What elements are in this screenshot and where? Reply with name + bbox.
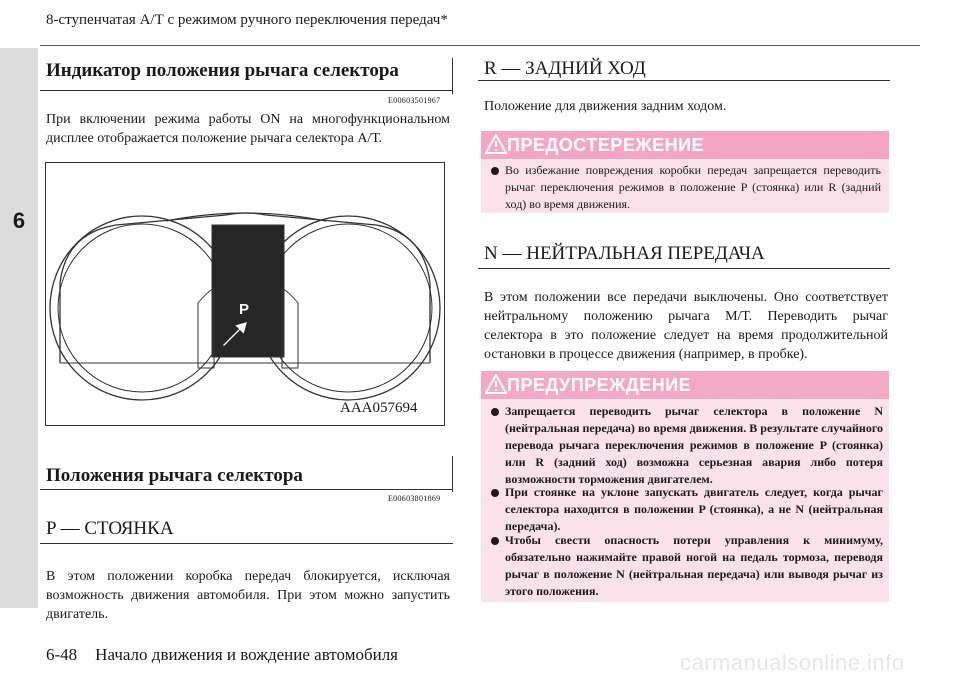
- section-marker-line: [452, 58, 453, 94]
- subsection-title-park: P — СТОЯНКА: [46, 518, 174, 539]
- subsection-rule: [40, 543, 453, 544]
- section-rule: [40, 489, 453, 490]
- section-rule: [40, 90, 453, 91]
- subsection-title-neutral: N — НЕЙТРАЛЬНАЯ ПЕРЕДАЧА: [484, 243, 765, 264]
- section-code: E00603501967: [388, 96, 441, 105]
- caution-box: [481, 131, 889, 213]
- section-marker-line: [452, 456, 453, 492]
- warning-item: При стоянке на уклоне запускать двигатель следует, когда рычаг селектора находится в положении P (стоянка), а не N (нейтральная передача).: [505, 485, 883, 533]
- bullet-icon: [491, 408, 499, 416]
- paragraph-neutral: В этом положении все передачи выключены. Оно соответствует нейтральному положению рычага М/Т. Переводить рычаг селектора в это положение следует на время продолжительной остановки в процессе движения (например, в пробке).: [484, 290, 888, 362]
- watermark-site: carmanualsonline.info: [680, 650, 905, 675]
- gear-indicator-letter: P: [239, 301, 250, 318]
- paragraph-selector-indicator: При включении режима работы ON на многофункциональном дисплее отображается положение рычага селектора А/Т.: [46, 112, 450, 146]
- subsection-rule: [478, 268, 890, 269]
- section-title-selector-indicator: Индикатор положения рычага селектора: [46, 60, 399, 81]
- pointer-arrow-icon: [216, 313, 256, 349]
- page-header-title: 8-ступенчатая А/Т с режимом ручного переключения передач*: [46, 12, 448, 28]
- cluster-drawing: [46, 163, 444, 425]
- warning-triangle-icon: [485, 134, 507, 154]
- paragraph-park: В этом положении коробка передач блокируется, исключая возможность движения автомобиля. При этом можно запустить двигатель.: [46, 569, 450, 622]
- section-code: E00603801869: [388, 494, 441, 503]
- illustration-label: AAA057694: [340, 400, 418, 416]
- chapter-number: 6: [12, 208, 26, 233]
- warning-item: Чтобы свести опасность потери управления к минимуму, обязательно нажимайте правой ногой на педаль тормоза, переводя рычаг в положение N (нейтральная передача) или выводя рычаг из этого положения.: [505, 533, 883, 598]
- page-number: 6-48: [46, 645, 78, 664]
- warning-box: [481, 371, 889, 602]
- paragraph-reverse: Положение для движения задним ходом.: [484, 99, 727, 114]
- page-footer: [46, 645, 398, 665]
- bullet-icon: [491, 489, 499, 497]
- bullet-icon: [491, 537, 499, 545]
- footer-chapter-title: Начало движения и вождение автомобиля: [95, 645, 399, 664]
- subsection-title-reverse: R — ЗАДНИЙ ХОД: [484, 58, 646, 79]
- caution-item: Во избежание повреждения коробки передач запрещается переводить рычаг переключения режимов в положение P (стоянка) или R (задний ход) во время движения.: [505, 163, 881, 211]
- warning-triangle-icon: [485, 374, 507, 394]
- caution-heading: ПРЕДОСТЕРЕЖЕНИЕ: [507, 135, 705, 155]
- instrument-cluster-illustration: [45, 162, 445, 426]
- warning-heading: ПРЕДУПРЕЖДЕНИЕ: [507, 375, 692, 395]
- subsection-rule: [478, 80, 890, 81]
- bullet-icon: [491, 167, 499, 175]
- header-rule: [40, 45, 920, 46]
- warning-item: Запрещается переводить рычаг селектора в положение N (нейтральная передача) во время движения. В результате случайного перевода рычага переключения режимов в положение P (стоянка) или R (задний ход) возможна серьезная авария либо потеря возможности торможения двигателем.: [505, 404, 883, 486]
- section-title-selector-positions: Положения рычага селектора: [46, 465, 303, 486]
- chapter-side-tab: [0, 48, 38, 608]
